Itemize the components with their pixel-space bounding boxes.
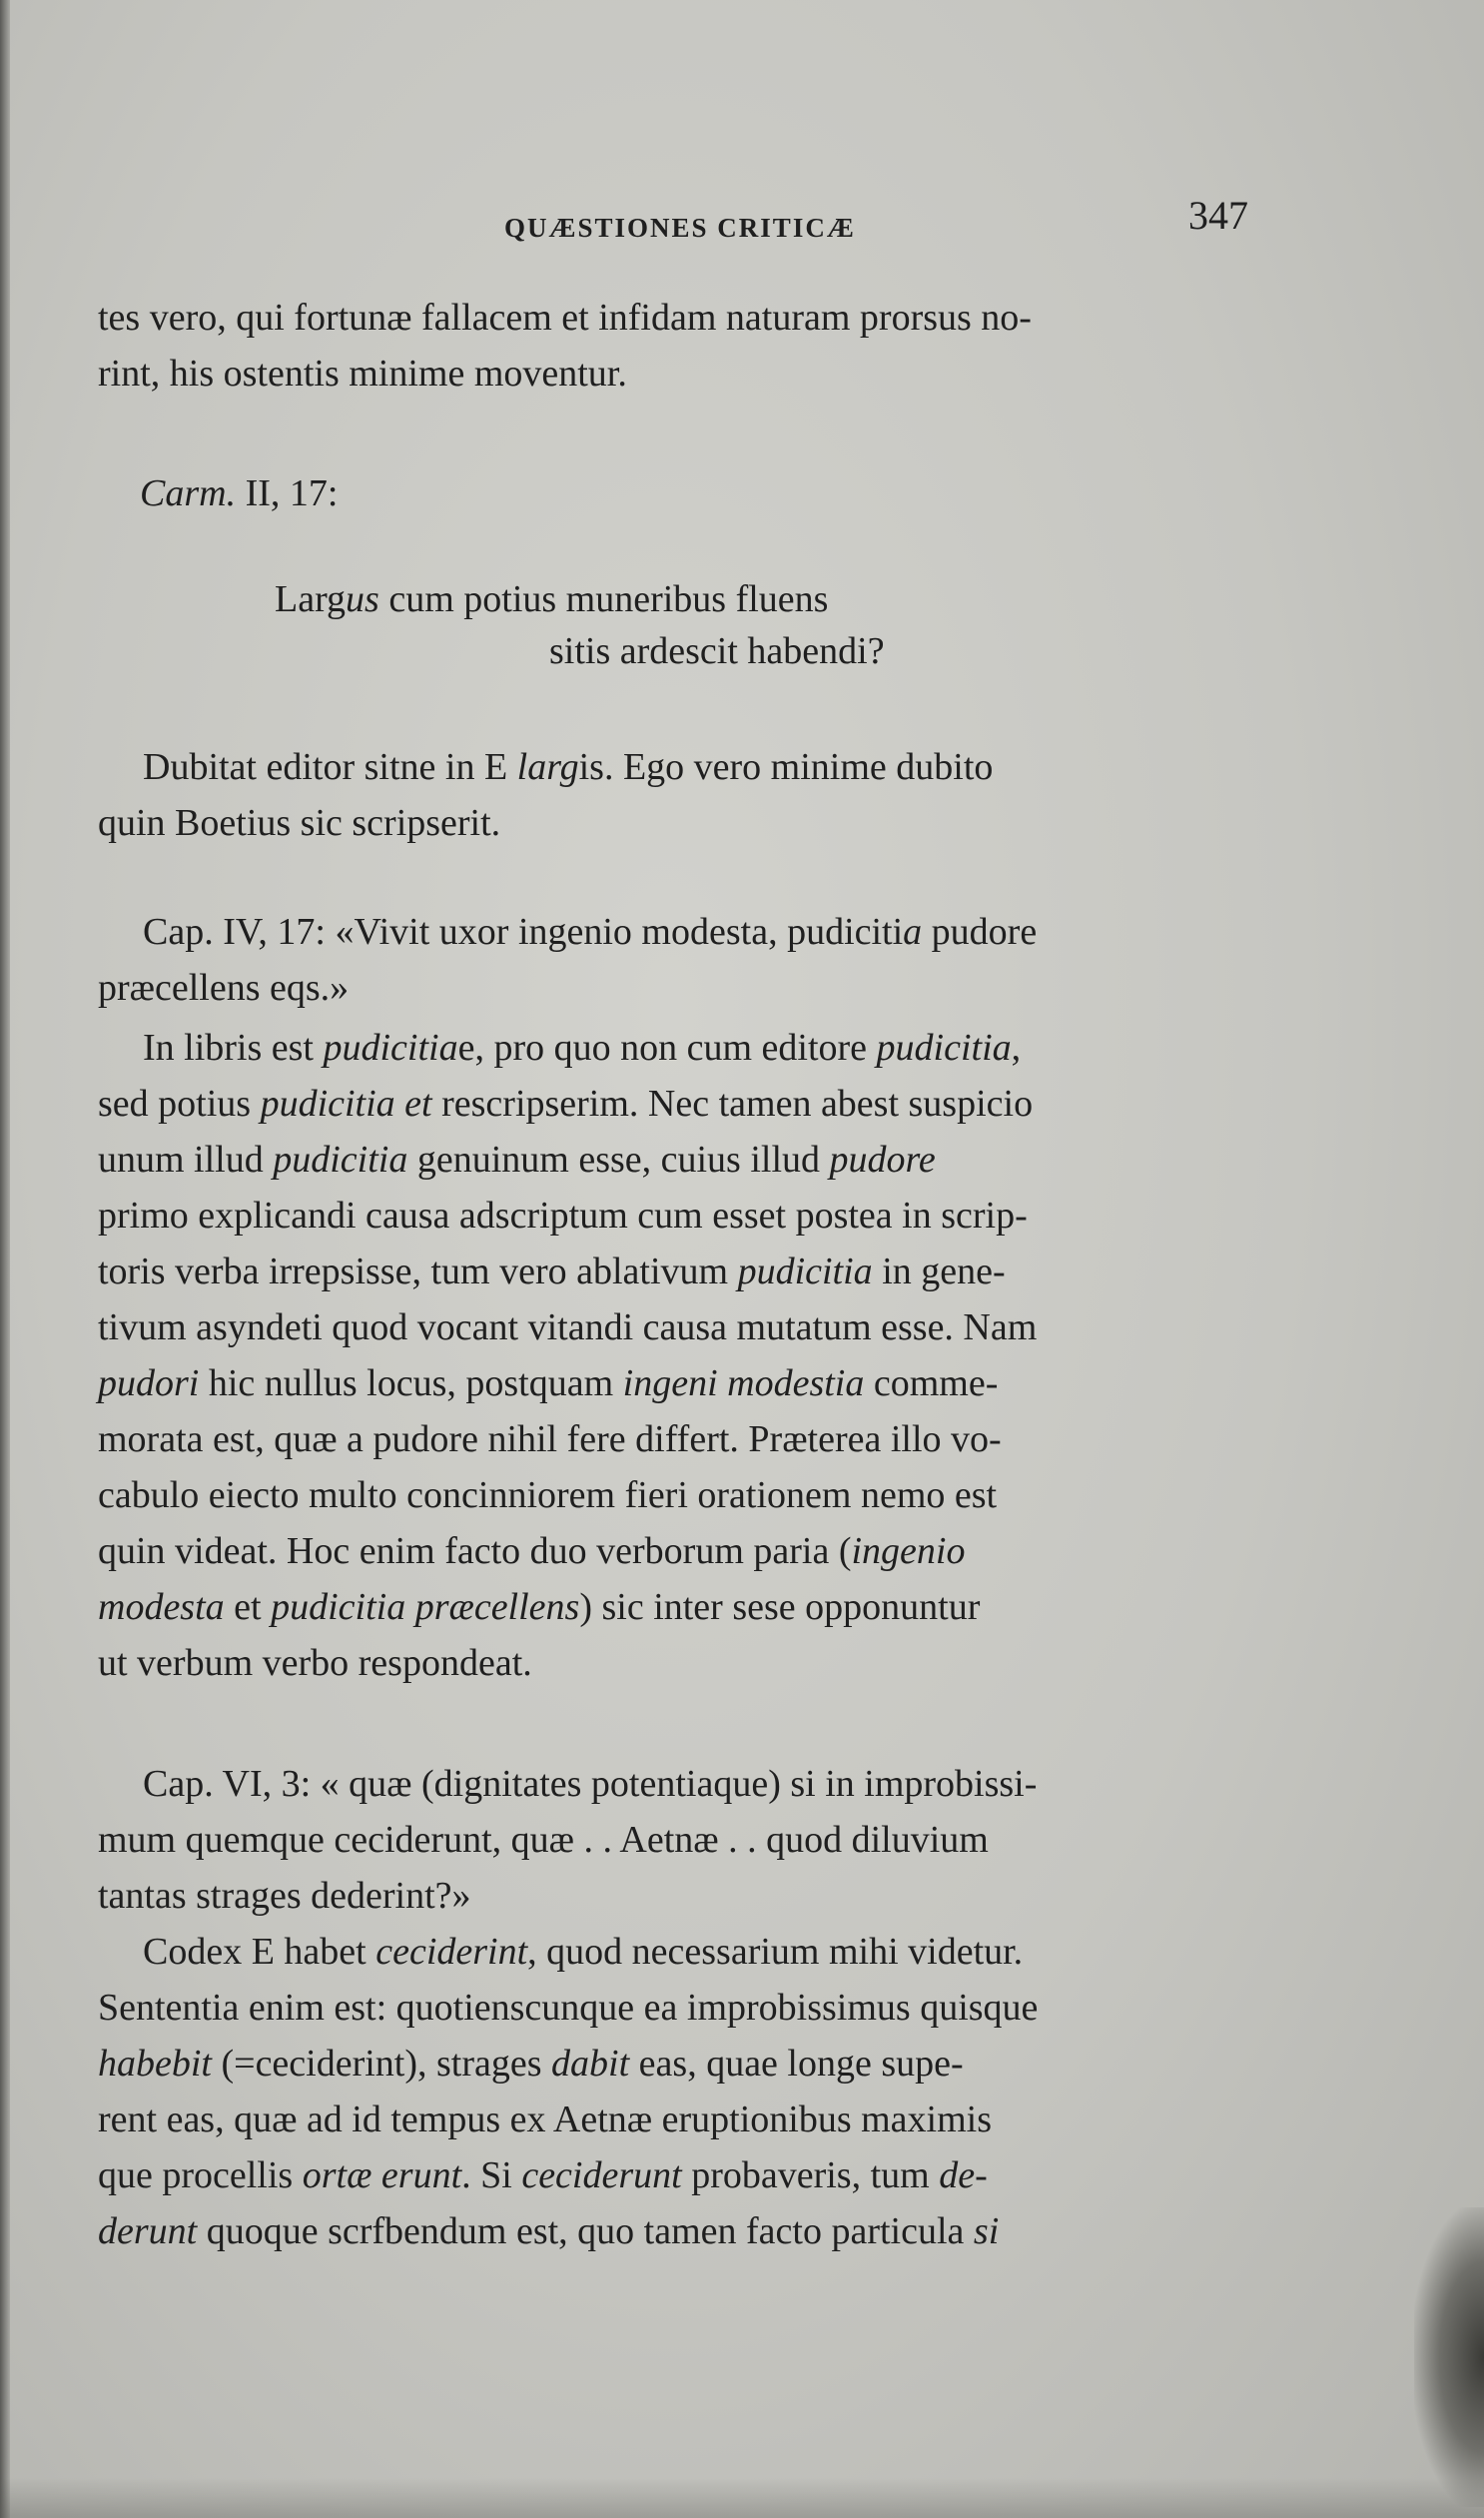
text-segment: comme- (864, 1362, 999, 1404)
text-line: præcellens eqs.» (98, 967, 350, 1009)
text-line: quin Boetius sic scripserit. (98, 802, 501, 844)
italic-segment: derunt (98, 2210, 198, 2252)
text-segment: rescripserim. Nec tamen abest suspicio (431, 1083, 1034, 1125)
text-segment: In libris est (143, 1027, 324, 1069)
text-segment: in gene- (872, 1251, 1006, 1292)
text-line (98, 2036, 1276, 2092)
text-segment: (=ceciderint), strages (211, 2043, 552, 2085)
text-segment: sed potius (98, 1083, 261, 1125)
text-segment: eas, quae longe supe- (629, 2043, 964, 2085)
italic-segment: pudicitia (737, 1251, 873, 1292)
text-line (98, 1020, 1276, 1076)
cap-vi-quote (98, 1756, 1276, 1924)
verse-line-2: sitis ardescit habendi? (549, 630, 885, 672)
text-segment: Codex E habet (143, 1931, 376, 1973)
text-segment: probaveris, tum (681, 2154, 940, 2196)
text-line: Cap. IV, 17: «Vivit uxor ingenio modesta, pudicitia pudore (143, 911, 1038, 953)
text-segment: genuinum esse, cuius illud (407, 1139, 830, 1181)
text-line (98, 1132, 1276, 1188)
text-segment: mum quemque ceciderunt, quæ . . Aetnæ . . quod diluvium (98, 1819, 989, 1861)
paragraph-4 (98, 1924, 1276, 2259)
running-head: QUÆSTIONES CRITICÆ (504, 213, 856, 243)
text-line (98, 1244, 1276, 1299)
text-segment: tivum asyndeti quod vocant vitandi causa mutatum esse. Nam (98, 1306, 1038, 1348)
carm-locus: II, 17: (236, 472, 339, 514)
text-segment: e, pro quo non cum editore (457, 1027, 877, 1069)
italic-segment: ingeni modestia (622, 1362, 865, 1404)
text-line (98, 2147, 1276, 2203)
text-segment: morata est, quæ a pudore nihil fere differt. Præterea illo vo- (98, 1418, 1002, 1460)
italic-segment: pudicitia (876, 1027, 1012, 1069)
text-line (98, 2203, 1276, 2259)
paragraph-1 (98, 290, 1276, 402)
text-segment: hic nullus locus, postquam (199, 1362, 623, 1404)
italic-segment: ingenio (851, 1530, 966, 1572)
text-segment: rent eas, quæ ad id tempus ex Aetnæ eruptionibus maximis (98, 2098, 992, 2140)
text-segment: , quod necessarium mihi videtur. (527, 1931, 1024, 1973)
text-segment: quin videat. Hoc enim facto duo verborum paria ( (98, 1530, 852, 1572)
text-segment: primo explicandi causa adscriptum cum esset postea in scrip- (98, 1195, 1028, 1237)
page-bottom-shadow (0, 2478, 1484, 2518)
italic-segment: modesta (98, 1586, 225, 1628)
italic-segment: pudore (829, 1139, 936, 1181)
text-line (98, 1635, 1276, 1691)
text-line: rint, his ostentis minime moventur. (98, 353, 627, 395)
text-line (98, 1868, 1276, 1924)
italic-segment: pudori (98, 1362, 200, 1404)
text-segment: ) sic inter sese opponuntur (579, 1586, 981, 1628)
text-line (98, 1299, 1276, 1355)
text-line (98, 1355, 1276, 1411)
text-line: Dubitat editor sitne in E largis. Ego vero minime dubito (143, 746, 994, 788)
text-segment: que procellis (98, 2154, 303, 2196)
thumb-shadow (1414, 2207, 1484, 2507)
text-segment: Cap. VI, 3: « quæ (dignitates potentiaque) si in improbissi- (143, 1763, 1038, 1805)
carm-reference (140, 465, 1318, 521)
text-line (98, 2092, 1276, 2147)
text-segment (395, 1083, 405, 1125)
italic-segment: ortæ erunt (302, 2154, 462, 2196)
text-segment: toris verba irrepsisse, tum vero ablativum (98, 1251, 738, 1292)
text-line (98, 1980, 1276, 2036)
italic-segment: et (404, 1083, 432, 1125)
paragraph-2 (98, 739, 1276, 851)
text-line (98, 1411, 1276, 1467)
text-line (98, 1812, 1276, 1868)
text-segment: unum illud (98, 1139, 274, 1181)
text-segment: et (224, 1586, 272, 1628)
italic-segment: ceciderint (375, 1931, 528, 1973)
text-segment: . Si (461, 2154, 522, 2196)
italic-segment: pudicitia (260, 1083, 395, 1125)
italic-segment: de- (939, 2154, 988, 2196)
text-line (98, 1076, 1276, 1132)
text-segment: , (1011, 1027, 1022, 1069)
italic-segment: habebit (98, 2043, 212, 2085)
text-line (98, 1756, 1276, 1812)
italic-segment: pudicitia (273, 1139, 408, 1181)
page-left-edge (0, 0, 10, 2518)
text-segment: tantas strages dederint?» (98, 1875, 471, 1917)
text-segment: Sententia enim est: quotienscunque ea improbissimus quisque (98, 1987, 1039, 2029)
italic-segment: pudicitia præcellens (271, 1586, 580, 1628)
text-line (98, 1924, 1276, 1980)
text-line (98, 1579, 1276, 1635)
italic-segment: dabit (551, 2043, 630, 2085)
text-segment: quoque scrfbendum est, quo tamen facto particula (197, 2210, 974, 2252)
text-line (98, 1523, 1276, 1579)
text-line (98, 1467, 1276, 1523)
page-number: 347 (1188, 193, 1248, 238)
text-line (98, 1188, 1276, 1244)
text-segment: ut verbum verbo respondeat. (98, 1642, 532, 1684)
verse-line-1: Largus cum potius muneribus fluens (275, 578, 829, 620)
text-line: tes vero, qui fortunæ fallacem et infidam naturam prorsus no- (98, 297, 1032, 339)
italic-segment: pudicitia (323, 1027, 458, 1069)
text-segment: cabulo eiecto multo concinniorem fieri orationem nemo est (98, 1474, 998, 1516)
italic-segment: si (973, 2210, 1000, 2252)
paragraph-3 (98, 1020, 1276, 1691)
italic-segment: ceciderunt (521, 2154, 682, 2196)
carm-abbrev: Carm. (140, 472, 237, 514)
cap-iv-quote (98, 904, 1276, 1016)
